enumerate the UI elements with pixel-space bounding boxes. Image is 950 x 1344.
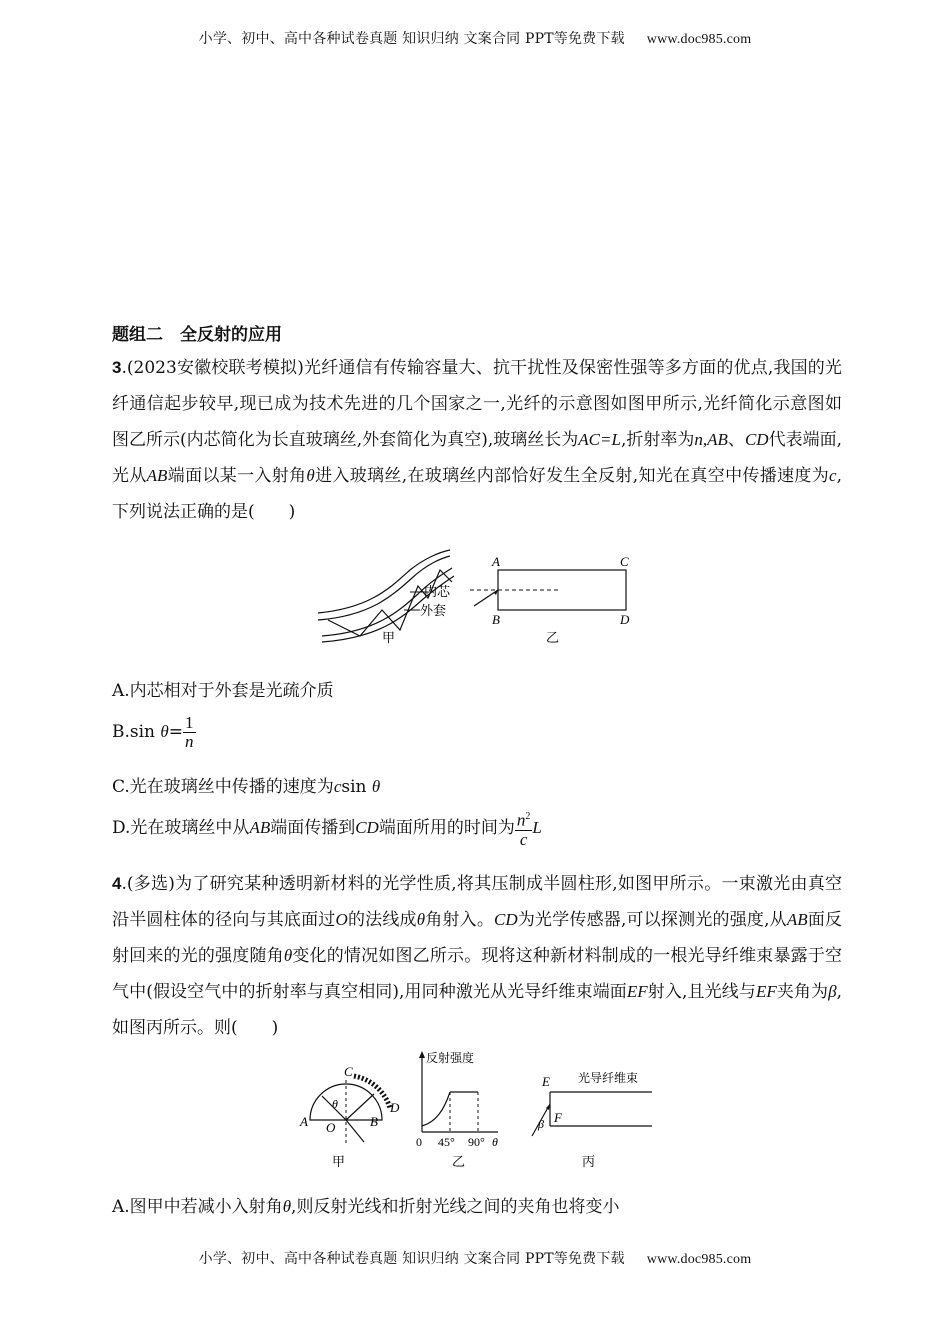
q4-opta-suffix: ,则反射光线和折射光线之间的夹角也将变小 [291,1197,620,1217]
figure-yi-label: 乙 [452,1154,466,1169]
optb-theta: θ [160,722,169,741]
q3-cd: CD [744,430,769,449]
q4-text-7: 射入,且光线与 [647,982,756,1002]
incident-ray [474,590,498,606]
question-number: 3 [112,358,122,377]
q4-ab: AB [786,910,808,929]
q3-option-c [112,772,380,797]
y-axis-label: 反射强度 [426,1051,475,1065]
footer-url[interactable]: www.doc985.com [646,1252,752,1267]
question-4 [112,866,842,1046]
q4-option-a [112,1192,619,1217]
optc-c: c [333,777,342,796]
point-a: A [300,1114,308,1129]
q4-text-9: ,如图丙所示。则( ) [112,982,843,1038]
point-d: D [390,1100,400,1115]
point-f: F [554,1110,562,1125]
point-c: C [620,554,629,569]
q3-theta: θ [306,466,315,485]
q4-text-8: 夹角为 [776,982,829,1002]
q3-text-5: 端面以某一入射角 [167,466,307,486]
header-text: 小学、初中、高中各种试卷真题 知识归纳 文案合同 PPT等免费下载 [198,31,625,47]
figure-yi-label: 乙 [546,630,560,645]
q3-text-6: 进入玻璃丝,在玻璃丝内部恰好发生全反射,知光在真空中传播速度为 [314,466,830,486]
q3-text-3: 、 [727,430,745,450]
optd-ab: AB [249,817,271,837]
q3-option-d [112,808,542,849]
optc-sin: sin [341,777,372,797]
figure-bing-label: 丙 [582,1154,596,1169]
optd-cd: CD [355,817,379,837]
optd-denominator: c [519,829,528,849]
q4-figure [292,1050,692,1172]
figure-jia-label: 甲 [382,630,396,645]
optc-theta: θ [371,777,381,796]
optd-fraction [515,808,533,849]
point-b: B [492,612,500,627]
optd-exponent: 2 [525,811,531,822]
sheath-label: 外套 [420,603,447,618]
q3-text-7: ,下列说法正确的是( ) [112,466,842,522]
point-d: D [620,612,630,627]
q4-text-6: 变化的情况如图乙所示。现将这种新材料制成的一根光导纤维束暴露于空气中(假设空气中的折射率与真空相同),用同种激光从光导纤维束端面 [112,946,843,1002]
footer-text: 小学、初中、高中各种试卷真题 知识归纳 文案合同 PPT等免费下载 [198,1251,625,1267]
angle-theta: θ [332,1097,338,1111]
q4-text-1: .(多选)为了研究某种透明新材料的光学性质,将其压制成半圆柱形,如图甲所示。一束激光由真空沿半圆柱体的径向与其底面过 [112,874,842,930]
point-c: C [344,1064,353,1079]
x-axis-label: θ [492,1135,498,1149]
tick-90: 90° [468,1135,485,1149]
optd-mid: 端面传播到 [270,817,356,838]
sensor-cd [354,1076,390,1108]
q3-ab: AB [146,466,168,485]
optd-l: L [532,817,542,837]
q4-theta-1: θ [416,910,426,929]
q4-text-4: 为光学传感器,可以探测光的强度,从 [517,910,787,930]
fiber-entry-diagram [532,1070,652,1169]
q3-text-2: ,折射率为 [620,430,695,450]
q4-opta-prefix: A.图甲中若减小入射角 [112,1197,283,1217]
q3-option-a: A.内芯相对于外套是光疏介质 [112,681,334,701]
optb-equals: = [168,722,184,742]
q3-n-ab: n,AB [694,430,728,449]
q4-beta: β [828,982,837,1001]
q3-figure [300,548,650,648]
glass-rod-rect [498,570,626,610]
q4-ef-1: EF [626,982,648,1001]
intensity-curve-rising [422,1092,450,1126]
q3-ac: AC=L [578,430,621,449]
q4-theta-2: θ [283,946,293,965]
page-footer [0,1248,950,1268]
header-url[interactable]: www.doc985.com [646,32,752,47]
q4-text-5: 面反射回来的光的强度随角 [112,910,843,966]
fiber-label: 光导纤维束 [578,1071,639,1085]
q4-ef-2: EF [755,982,777,1001]
optb-fraction [183,714,196,751]
q4-text-2: 的法线成 [347,910,417,930]
optd-suffix: 端面所用的时间为 [378,817,515,838]
optd-prefix: D.光在玻璃丝中从 [112,817,250,838]
core-label: 内芯 [424,584,451,599]
optd-numerator [515,808,533,831]
figure-jia-label: 甲 [332,1154,346,1169]
q3-c: c [829,466,837,485]
question-number: 4 [112,874,122,893]
optd-n: n [516,810,526,830]
optc-prefix: C.光在玻璃丝中传播的速度为 [112,777,334,797]
optb-numerator: 1 [185,713,194,732]
point-b: B [370,1114,378,1129]
q3-option-b [112,714,196,751]
q3-text-4: 代表端面,光从 [112,430,843,486]
page-header [0,28,950,48]
tick-0: 0 [416,1135,422,1149]
angle-beta: β [538,1117,544,1131]
point-e: E [542,1074,550,1089]
intensity-graph [416,1050,498,1169]
optb-prefix: B.sin [112,722,161,742]
point-a: A [492,554,500,569]
optb-denominator: n [185,732,194,751]
semicylinder-diagram [299,1064,400,1169]
section-title: 题组二 全反射的应用 [112,325,282,345]
refracted-ray [346,1120,364,1142]
question-3 [112,350,842,530]
tick-45: 45° [438,1135,455,1149]
q3-text-1: .(2023安徽校联考模拟)光纤通信有传输容量大、抗干扰性及保密性强等多方面的优点,我国的光纤通信起步较早,现已成为技术先进的几个国家之一,光纤的示意图如图甲所示,光纤简化示意图如图乙所示(内芯简化为长直玻璃丝,外套简化为真空),玻璃丝长为 [112,358,842,450]
point-o: O [326,1120,336,1135]
q4-text-3: 角射入。 [425,910,495,930]
q4-o: O [335,910,348,929]
y-axis-arrow [419,1051,425,1058]
q4-cd: CD [494,910,518,929]
q4-opta-theta: θ [282,1197,292,1216]
